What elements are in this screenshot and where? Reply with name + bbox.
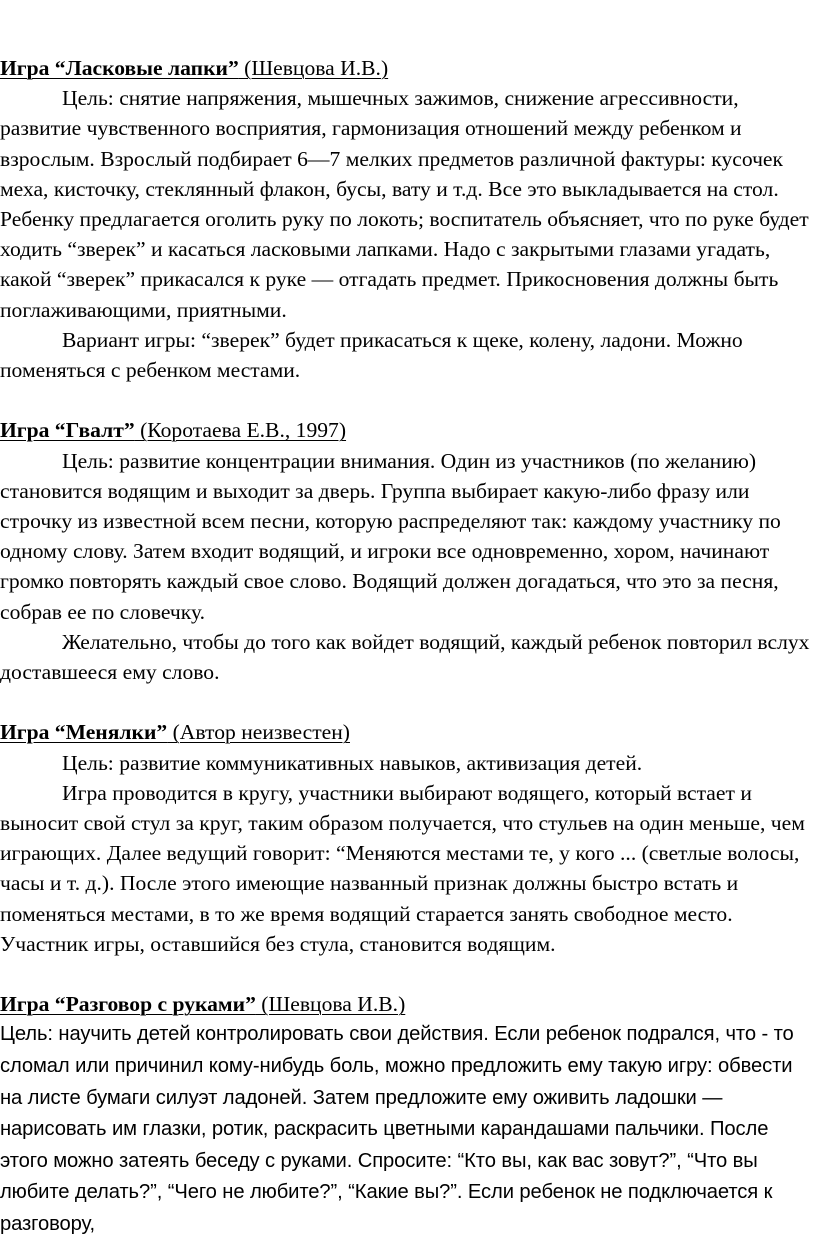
section-author: (Шевцова И.В.)	[255, 992, 406, 1017]
paragraph: Цель: развитие концентрации внимания. Один из участников (по желанию) становится водящим и выходит за дверь. Группа выбирает какую-либо фразу или строчку из известной всем песни, которую распределяют так: каждому участнику по одному слову. Затем входит водящий, и игроки все одновременно, хором, начинают громко повторять каждый свое слово. Водящий должен догадаться, что это за песня, собрав ее по словечку.	[0, 448, 781, 624]
paragraph: Цель: развитие коммуникативных навыков, активизация детей.	[62, 750, 643, 775]
section-heading	[0, 415, 816, 445]
paragraph: Желательно, чтобы до того как войдет водящий, каждый ребенок повторил вслух доставшееся ему слово.	[0, 629, 810, 685]
section-heading	[0, 989, 816, 1019]
section-title: Игра “Разговор с руками”	[0, 992, 256, 1017]
paragraph: Цель: научить детей контролировать свои действия. Если ребенок подрался, что - то сломал или причинил кому-нибудь боль, можно предложить ему такую игру: обвести на листе бумаги силуэт ладоней. Затем предложите ему оживить ладошки — нарисовать им глазки, ротик, раскрасить цветными карандашами пальчики. После этого можно затеять беседу с руками. Спросите: “Кто вы, как вас зовут?”, “Что вы любите делать?”, “Чего не любите?”, “Какие вы?”. Если ребенок не подключается к разговору,	[0, 1023, 794, 1236]
blank-line	[0, 385, 816, 415]
game-section-menyalki	[0, 717, 816, 959]
section-title: Игра “Ласковые лапки”	[0, 56, 239, 80]
game-section-gvalt	[0, 415, 816, 687]
section-heading	[0, 717, 816, 747]
section-heading	[0, 53, 816, 83]
game-section-razgovor-s-rukami	[0, 989, 816, 1240]
blank-line	[0, 959, 816, 989]
section-title: Игра “Гвалт”	[0, 418, 135, 443]
section-author: (Коротаева Е.В., 1997)	[134, 418, 347, 443]
paragraph: Игра проводится в кругу, участники выбирают водящего, который встает и выносит свой стул за круг, таким образом получается, что стульев на один меньше, чем играющих. Далее ведущий говорит: “Меняются местами те, у кого ... (светлые волосы, часы и т. д.). После этого имеющие названный признак должны быстро встать и поменяться местами, в то же время водящий старается занять свободное место. Участник игры, оставшийся без стула, становится водящим.	[0, 780, 805, 956]
paragraph: Цель: снятие напряжения, мышечных зажимов, снижение агрессивности, развитие чувственного восприятия, гармонизация отношений между ребенком и взрослым. Взрослый подбирает 6—7 мелких предметов различной фактуры: кусочек меха, кисточку, стеклянный флакон, бусы, вату и т.д. Все это выкладывается на стол. Ребенку предлагается оголить руку по локоть; воспитатель объясняет, что по руке будет ходить “зверек” и касаться ласковыми лапками. Надо с закрытыми глазами угадать, какой “зверек” прикасался к руке — отгадать предмет. Прикосновения должны быть поглаживающими, приятными.	[0, 86, 809, 322]
section-title: Игра “Менялки”	[0, 720, 168, 745]
section-author: (Автор неизвестен)	[167, 720, 350, 745]
paragraph: Вариант игры: “зверек” будет прикасаться к щеке, колену, ладони. Можно поменяться с ребенком местами.	[0, 327, 743, 383]
section-author: (Шевцова И.В.)	[238, 56, 389, 80]
blank-line	[0, 687, 816, 717]
game-section-laskovye-lapki	[0, 53, 816, 385]
